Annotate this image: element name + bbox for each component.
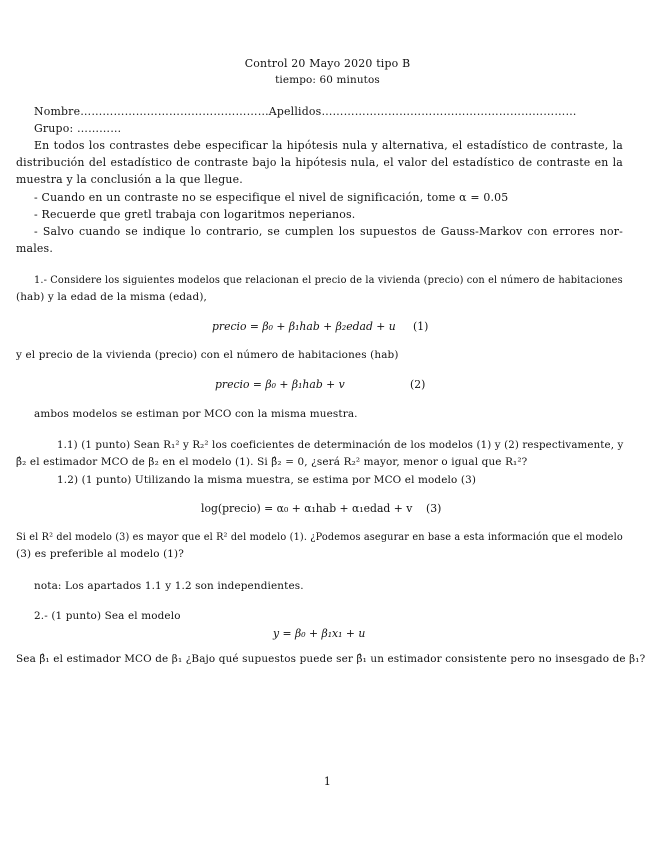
q1-equation-2: precio = β₀ + β₁hab + v — [215, 378, 345, 391]
q1-intro-line-2: (hab) y la edad de la misma (edad), — [16, 291, 207, 303]
apellidos-label: Apellidos — [268, 105, 322, 118]
q1-note: nota: Los apartados 1.1 y 1.2 son independientes. — [34, 580, 304, 592]
exam-title: Control 20 Mayo 2020 tipo B — [244, 57, 411, 70]
page-number: 1 — [323, 775, 332, 788]
nombre-field[interactable]: …………………………………………… — [80, 105, 269, 118]
q1-equation-1-number: (1) — [413, 320, 429, 333]
q1-mid-text: y el precio de la vivienda (precio) con el número de habitaciones (hab) — [16, 349, 399, 361]
q1-1-line-2: β̂₂ el estimador MCO de β₂ en el modelo (1). Si β̂₂ = 0, ¿será R₂² mayor, menor o igual que R₁²? — [16, 456, 528, 468]
nombre-label: Nombre — [34, 105, 81, 118]
instructions-bullet-1: - Cuando en un contraste no se especifique el nivel de significación, tome α = 0.05 — [34, 191, 509, 204]
instructions-bullet-3-line-2: males. — [16, 242, 53, 255]
q1-1-line-1: 1.1) (1 punto) Sean R₁² y R₂² los coeficientes de determinación de los modelos (1) y (2) respectivamente, y — [57, 439, 624, 451]
q1-equation-2-number: (2) — [410, 378, 426, 391]
instructions-bullet-3-line-1: - Salvo cuando se indique lo contrario, se cumplen los supuestos de Gauss-Markov con errores nor- — [34, 225, 623, 238]
q2-question: Sea β̂₁ el estimador MCO de β₁ ¿Bajo qué supuestos puede ser β̂₁ un estimador consistente pero no insesgado de β₁? — [16, 653, 646, 665]
q1-equation-3: log(precio) = α₀ + α₁hab + α₁edad + v — [201, 502, 413, 515]
instructions-line-3: muestra y la conclusión a la que llegue. — [16, 173, 243, 186]
q1-2-text: 1.2) (1 punto) Utilizando la misma muestra, se estima por MCO el modelo (3) — [57, 474, 477, 486]
instructions-bullet-2: - Recuerde que gretl trabaja con logaritmos neperianos. — [34, 208, 356, 221]
student-name-row — [34, 105, 577, 118]
q1-equation-1: precio = β₀ + β₁hab + β₂edad + u — [212, 320, 396, 333]
instructions-line-2: distribución del estadístico de contraste bajo la hipótesis nula, el valor del estadístico de contraste en la — [16, 156, 623, 169]
exam-duration: tiempo: 60 minutos — [275, 74, 380, 86]
apellidos-field[interactable]: …………………………………………………………… — [321, 105, 577, 118]
q1-after-text: ambos modelos se estiman por MCO con la misma muestra. — [34, 408, 358, 420]
q1-2-line-1: Si el R² del modelo (3) es mayor que el R² del modelo (1). ¿Podemos asegurar en base a esta información que el modelo — [16, 531, 623, 543]
instructions-line-1: En todos los contrastes debe especificar la hipótesis nula y alternativa, el estadístico de contraste, la — [34, 139, 623, 152]
q1-2-line-2: (3) es preferible al modelo (1)? — [16, 548, 184, 560]
grupo-label: Grupo: — [34, 122, 74, 135]
q2-intro: 2.- (1 punto) Sea el modelo — [34, 610, 181, 622]
q1-equation-3-number: (3) — [426, 502, 442, 515]
student-group-row — [34, 122, 121, 135]
grupo-field[interactable]: ………… — [77, 122, 122, 135]
q2-equation: y = β₀ + β₁x₁ + u — [273, 627, 366, 640]
q1-intro-line-1: 1.- Considere los siguientes modelos que relacionan el precio de la vivienda (precio) con el número de habitaciones — [34, 274, 623, 286]
